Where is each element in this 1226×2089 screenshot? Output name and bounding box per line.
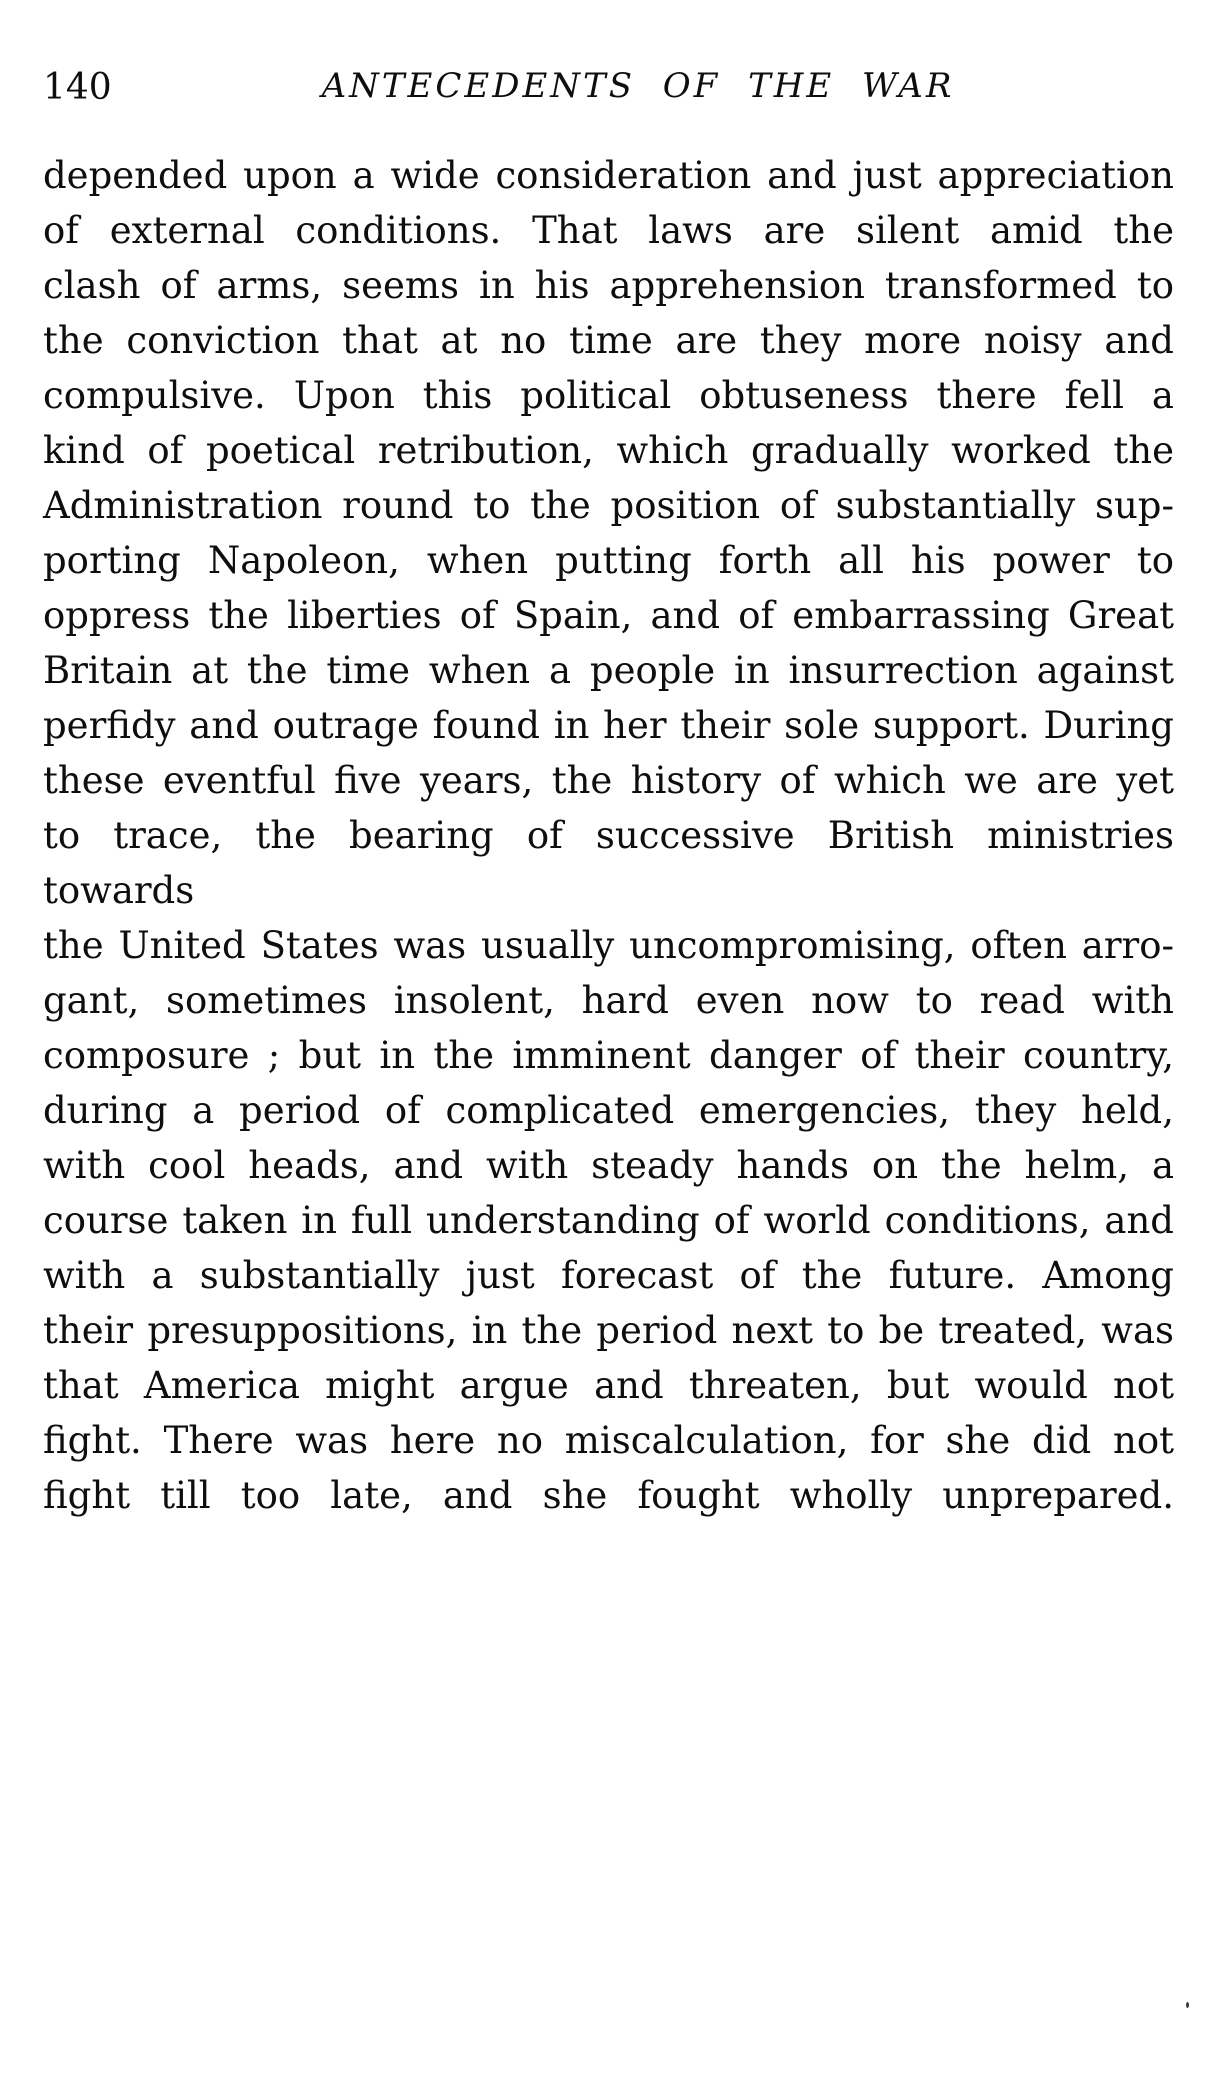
text-line: their presuppositions, in the period next to be treated, was xyxy=(43,1309,1174,1352)
text-line: course taken in full understanding of world conditions, and xyxy=(43,1199,1174,1242)
text-line: with a substantially just forecast of the future. Among xyxy=(43,1254,1174,1297)
body-text xyxy=(43,148,1174,1523)
text-line: clash of arms, seems in his apprehension transformed to xyxy=(43,264,1174,307)
text-line: that America might argue and threaten, but would not xyxy=(43,1364,1174,1407)
text-line: gant, sometimes insolent, hard even now to read with xyxy=(43,979,1174,1022)
text-line: to trace, the bearing of successive British ministries towards xyxy=(43,814,1174,912)
page-number: 140 xyxy=(43,67,112,108)
text-line: during a period of complicated emergencies, they held, xyxy=(43,1089,1174,1132)
scan-speck-artifact xyxy=(1186,2002,1189,2008)
text-line: fight. There was here no miscalculation, for she did not xyxy=(43,1419,1174,1462)
text-line: the United States was usually uncompromising, often arro- xyxy=(43,924,1174,967)
text-line: of external conditions. That laws are silent amid the xyxy=(43,209,1174,252)
text-line: oppress the liberties of Spain, and of embarrassing Great xyxy=(43,594,1174,637)
running-head-title: ANTECEDENTS OF THE WAR xyxy=(321,66,955,106)
text-line: with cool heads, and with steady hands on the helm, a xyxy=(43,1144,1174,1187)
text-line: the conviction that at no time are they more noisy and xyxy=(43,319,1174,362)
text-line: kind of poetical retribution, which gradually worked the xyxy=(43,429,1174,472)
text-line: Administration round to the position of substantially sup- xyxy=(43,484,1174,527)
text-line: these eventful five years, the history of which we are yet xyxy=(43,759,1174,802)
text-line: Britain at the time when a people in insurrection against xyxy=(43,649,1174,692)
text-line: fight till too late, and she fought wholly unprepared. xyxy=(43,1474,1174,1517)
text-line: compulsive. Upon this political obtuseness there fell a xyxy=(43,374,1174,417)
text-line: depended upon a wide consideration and just appreciation xyxy=(43,154,1174,197)
text-line: perfidy and outrage found in her their sole support. During xyxy=(43,704,1174,747)
text-line: porting Napoleon, when putting forth all his power to xyxy=(43,539,1174,582)
text-line: composure ; but in the imminent danger of their country, xyxy=(43,1034,1174,1077)
